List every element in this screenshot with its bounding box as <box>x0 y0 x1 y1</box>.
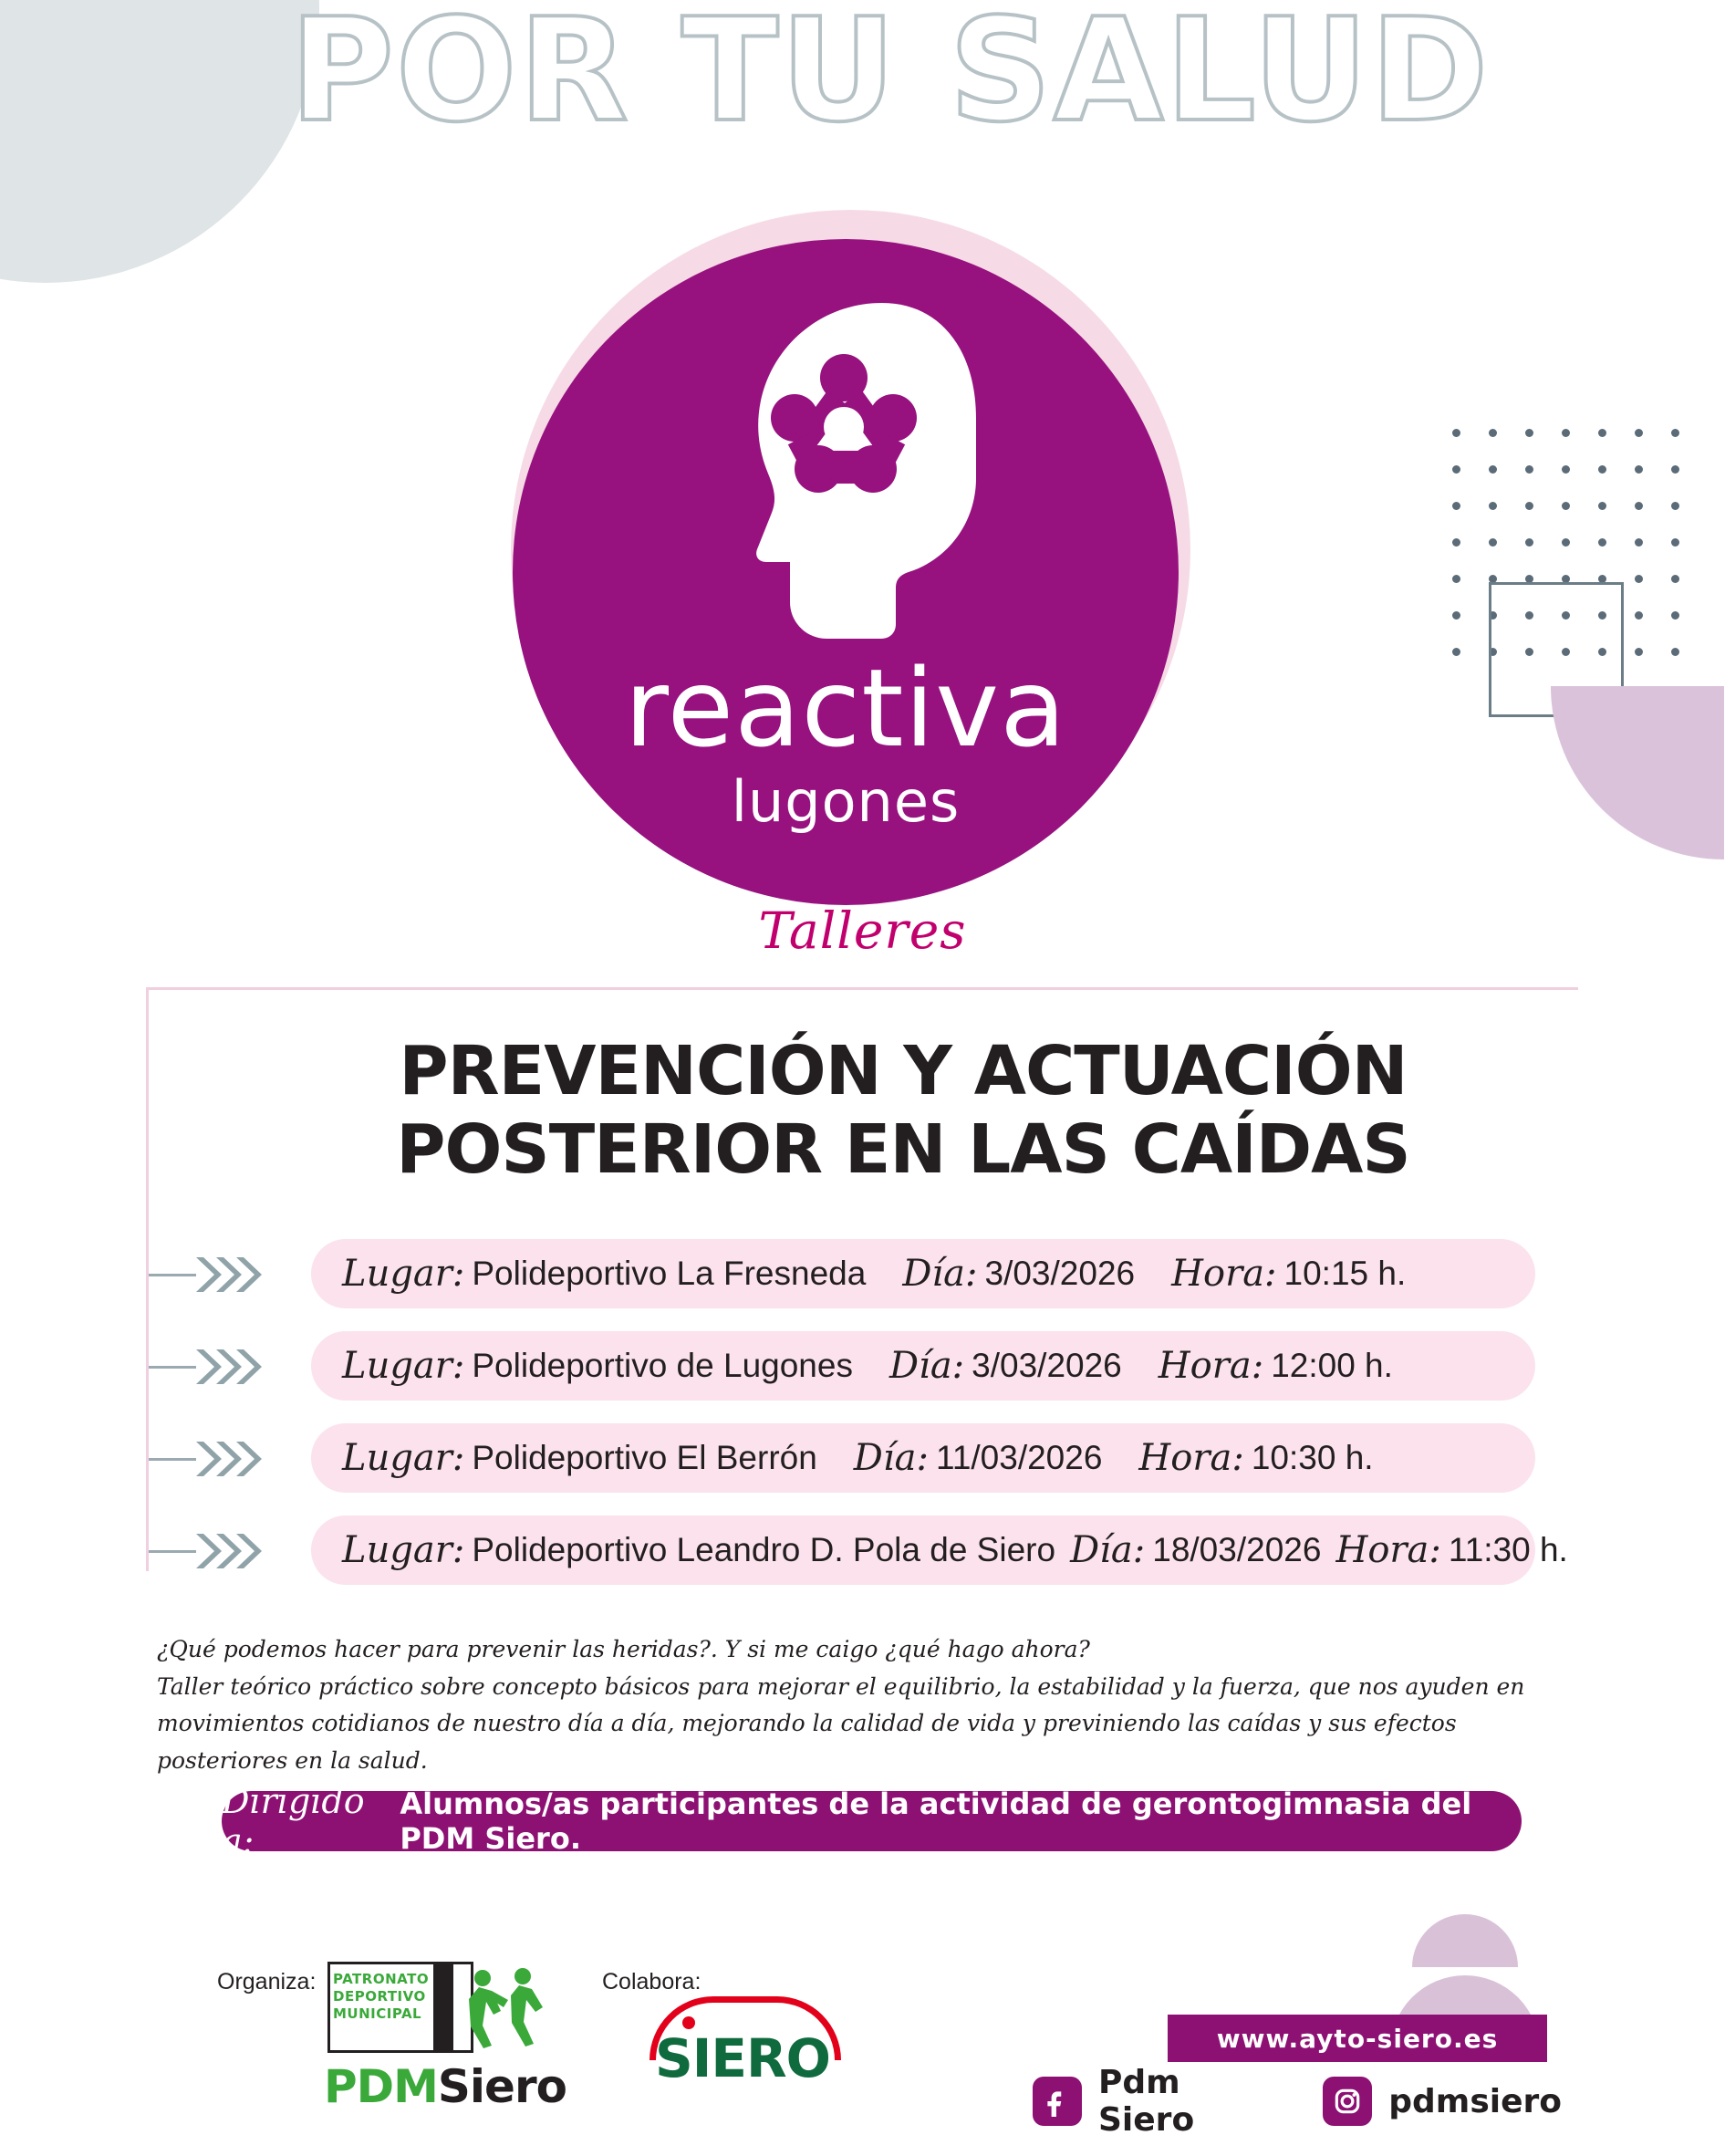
hora-value: 10:15 h. <box>1283 1255 1407 1292</box>
pdm-wordmark <box>324 2060 566 2113</box>
session-pill <box>311 1239 1535 1308</box>
organiza-label: Organiza: <box>217 1969 317 1995</box>
hora-label: Hora: <box>1171 1253 1277 1295</box>
connector-line <box>149 1274 196 1276</box>
hora-label: Hora: <box>1335 1529 1441 1571</box>
decorative-lilac-dome-small <box>1412 1914 1518 1967</box>
dirigido-label: Dirigido a: <box>222 1781 365 1861</box>
list-item <box>149 1239 1535 1308</box>
lugar-value: Polideportivo Leandro D. Pola de Siero <box>472 1531 1056 1568</box>
dia-label: Día: <box>888 1345 965 1387</box>
chevrons-right-icon <box>194 1532 267 1570</box>
facebook-glyph <box>1042 2086 1073 2117</box>
frame-top-rule <box>146 987 1578 990</box>
lugar-value: Polideportivo El Berrón <box>472 1439 817 1476</box>
session-list <box>149 1239 1568 1608</box>
hora-value: 12:00 h. <box>1271 1347 1393 1384</box>
pdm-logo-bar <box>433 1962 453 2053</box>
connector-line <box>149 1366 196 1369</box>
dia-value: 18/03/2026 <box>1152 1531 1322 1568</box>
dia-label: Día: <box>902 1253 978 1295</box>
dia-label: Día: <box>853 1437 929 1479</box>
hora-value: 11:30 h. <box>1448 1531 1568 1568</box>
description-line-1: ¿Qué podemos hacer para prevenir las heridas?. Y si me caigo ¿qué hago ahora? <box>157 1636 1090 1662</box>
colabora-label: Colabora: <box>602 1969 701 1995</box>
instagram-glyph <box>1332 2086 1363 2117</box>
list-item <box>149 1515 1568 1585</box>
hora-label: Hora: <box>1158 1345 1264 1387</box>
pdm-logo-text: PATRONATO DEPORTIVO MUNICIPAL <box>333 1971 430 2022</box>
description-block <box>157 1631 1589 1779</box>
reactiva-logo <box>513 239 1179 905</box>
pdm-siero-logo <box>324 1962 566 2121</box>
logo-subtitle: lugones <box>731 768 961 835</box>
section-label: Talleres <box>758 901 967 960</box>
session-pill <box>311 1515 1568 1585</box>
lugar-label: Lugar: <box>342 1437 465 1479</box>
website-url: www.ayto-siero.es <box>1216 2023 1499 2054</box>
session-pill <box>311 1331 1535 1401</box>
list-item <box>149 1331 1535 1401</box>
session-pill <box>311 1423 1535 1493</box>
connector-line <box>149 1458 196 1461</box>
siero-logo <box>649 1996 841 2106</box>
description-line-2: Taller teórico práctico sobre concepto básicos para mejorar el equilibrio, la estabilidad y la fuerza, que nos ayuden en movimientos cotidianos de nuestro día a día, mejorando la calidad de vida y previniendo las caídas y sus efectos posteriores en la salud. <box>157 1672 1525 1774</box>
hora-value: 10:30 h. <box>1251 1439 1374 1476</box>
dia-value: 3/03/2026 <box>972 1347 1122 1384</box>
lugar-value: Polideportivo La Fresneda <box>472 1255 867 1292</box>
facebook-label: Pdm Siero <box>1098 2064 1195 2139</box>
lugar-label: Lugar: <box>342 1253 465 1295</box>
list-item <box>149 1423 1535 1493</box>
chevrons-right-icon <box>194 1348 267 1386</box>
lugar-label: Lugar: <box>342 1529 465 1571</box>
dia-value: 3/03/2026 <box>984 1255 1136 1292</box>
siero-wordmark: SIERO <box>655 2027 830 2089</box>
social-links <box>1033 2064 1562 2139</box>
connector-line <box>149 1550 196 1553</box>
poster-headline: POR TU SALUD <box>289 0 1491 153</box>
page-title: PREVENCIÓN Y ACTUACIÓN POSTERIOR EN LAS CAÍDAS <box>396 1032 1410 1189</box>
decorative-lilac-quarter-circle <box>1551 686 1724 859</box>
pdm-word-first: PDM <box>324 2060 438 2113</box>
dia-value: 11/03/2026 <box>935 1439 1103 1476</box>
instagram-label: pdmsiero <box>1388 2082 1562 2120</box>
lugar-value: Polideportivo de Lugones <box>472 1347 853 1384</box>
runners-icon <box>452 1967 554 2051</box>
instagram-icon[interactable] <box>1323 2077 1372 2126</box>
dia-label: Día: <box>1070 1529 1146 1571</box>
facebook-icon[interactable] <box>1033 2077 1082 2126</box>
chevrons-right-icon <box>194 1255 267 1294</box>
pdm-word-second: Siero <box>437 2060 566 2113</box>
head-profile-icon <box>654 290 1037 682</box>
audience-bar <box>222 1781 1522 1861</box>
website-bar[interactable] <box>1168 2015 1547 2062</box>
lugar-label: Lugar: <box>342 1345 465 1387</box>
hora-label: Hora: <box>1138 1437 1244 1479</box>
logo-wordmark: reactiva <box>624 645 1067 771</box>
dirigido-value: Alumnos/as participantes de la actividad de gerontogimnasia del PDM Siero. <box>400 1786 1472 1856</box>
chevrons-right-icon <box>194 1440 267 1478</box>
